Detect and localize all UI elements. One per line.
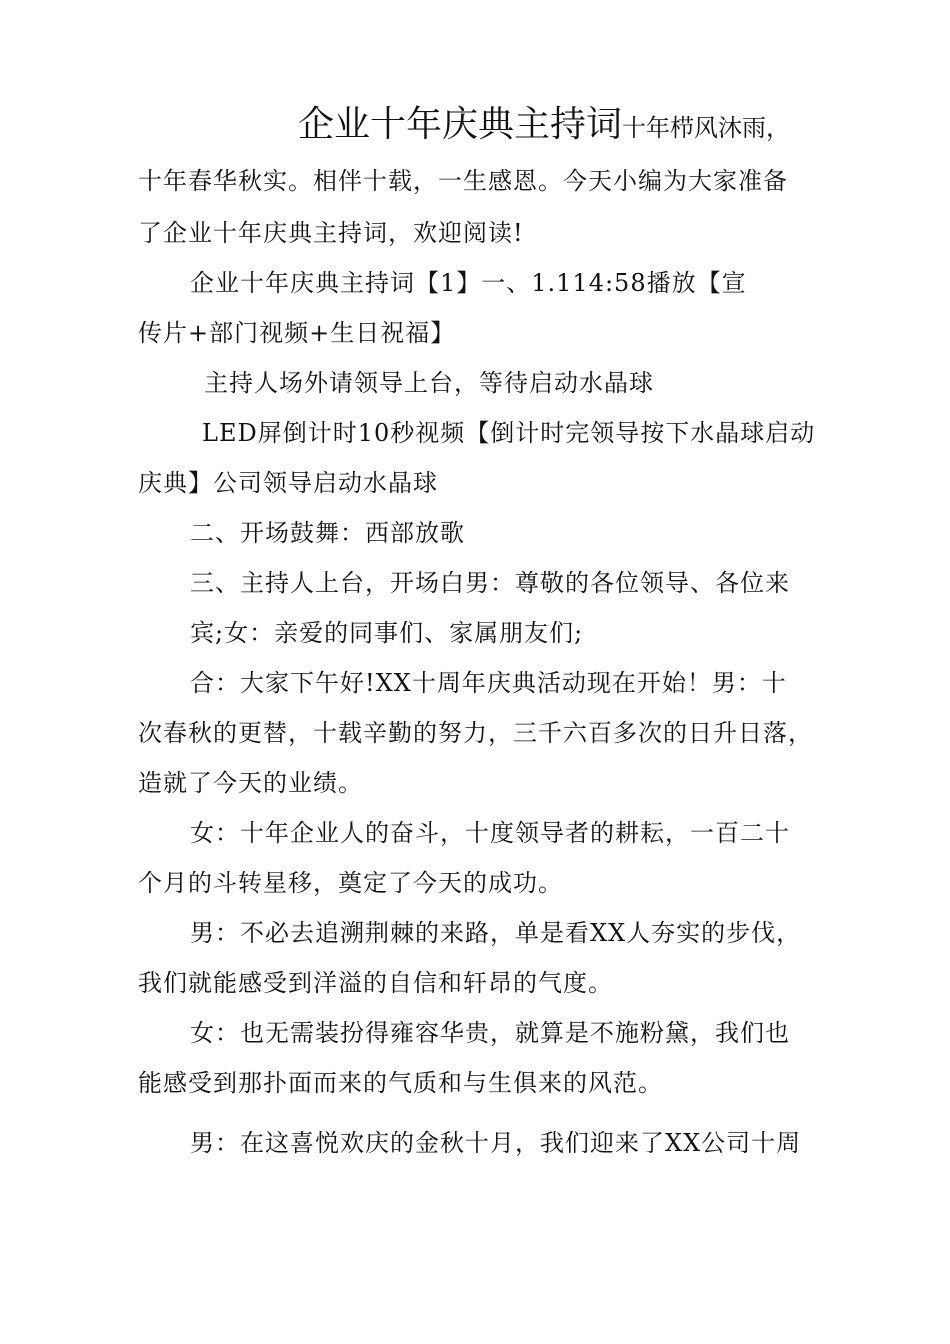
intro-line-3: 了企业十年庆典主持词，欢迎阅读! xyxy=(138,219,524,247)
paragraph-he-line-3: 造就了今天的业绩。 xyxy=(138,769,363,797)
section-2-line: 二、开场鼓舞：西部放歌 xyxy=(190,519,465,547)
countdown-line-1: LED屏倒计时10秒视频【倒计时完领导按下水晶球启动 xyxy=(202,419,816,447)
host-invite-line: 主持人场外请领导上台，等待启动水晶球 xyxy=(204,369,654,397)
paragraph-female-1-line-2: 个月的斗转星移，奠定了今天的成功。 xyxy=(138,869,563,897)
section-3-line-2: 宾;女：亲爱的同事们、家属朋友们; xyxy=(190,619,584,647)
paragraph-he-line-2: 次春秋的更替，十载辛勤的努力，三千六百多次的日升日落， xyxy=(138,719,813,747)
document-title: 企业十年庆典主持词 xyxy=(298,104,623,145)
section-3-line-1: 三、主持人上台，开场白男：尊敬的各位领导、各位来 xyxy=(190,569,790,597)
paragraph-female-1-line-1: 女：十年企业人的奋斗，十度领导者的耕耘，一百二十 xyxy=(190,819,790,847)
document-title-line xyxy=(298,104,790,149)
paragraph-male-1-line-1: 男：不必去追溯荆棘的来路，单是看XX人夯实的步伐， xyxy=(190,919,802,947)
intro-line-2: 十年春华秋实。相伴十载，一生感恩。今天小编为大家准备 xyxy=(138,167,788,195)
paragraph-he-line-1: 合：大家下午好!XX十周年庆典活动现在开始！男：十 xyxy=(190,669,787,697)
intro-line-1: 十年栉风沐雨， xyxy=(622,114,791,142)
section-1-line-2: 传片+部门视频+生日祝福】 xyxy=(138,319,456,347)
paragraph-female-2-line-2: 能感受到那扑面而来的气质和与生俱来的风范。 xyxy=(138,1069,663,1097)
section-1-line-1: 企业十年庆典主持词【1】一、1.114:58播放【宣 xyxy=(190,269,747,297)
paragraph-male-2-line-1: 男：在这喜悦欢庆的金秋十月，我们迎来了XX公司十周 xyxy=(190,1129,802,1157)
paragraph-male-1-line-2: 我们就能感受到洋溢的自信和轩昂的气度。 xyxy=(138,969,613,997)
countdown-line-2: 庆典】公司领导启动水晶球 xyxy=(138,469,438,497)
paragraph-female-2-line-1: 女：也无需装扮得雍容华贵，就算是不施粉黛，我们也 xyxy=(190,1019,790,1047)
